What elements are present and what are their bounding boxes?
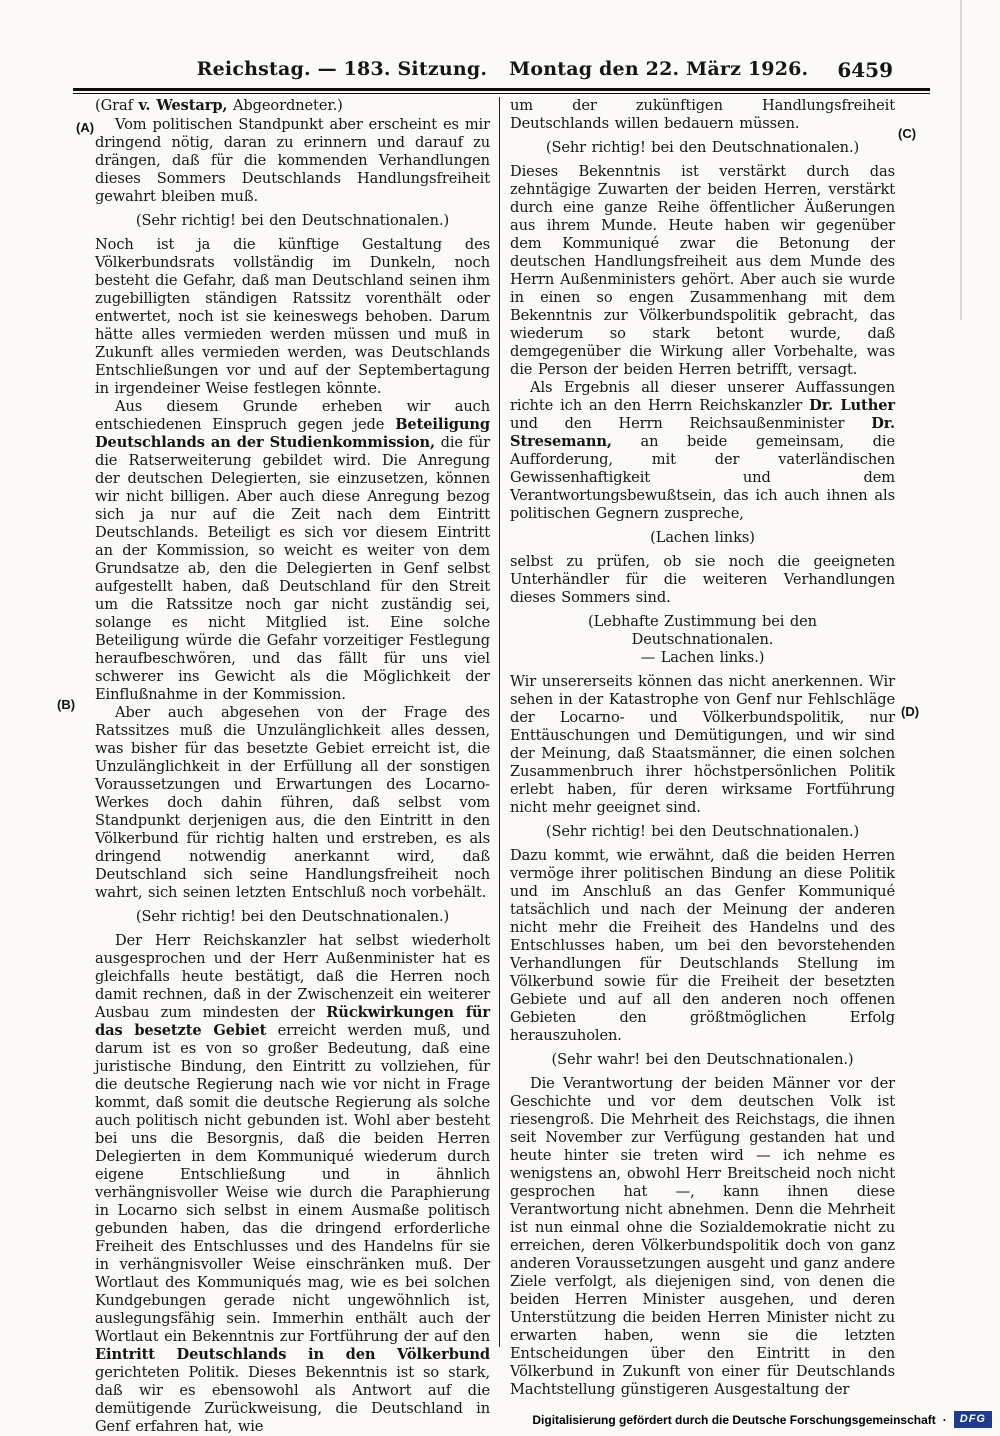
page-number: 6459 [837, 58, 893, 82]
paragraph [510, 1075, 895, 1399]
header-rule-thin [73, 93, 930, 94]
dfg-logo[interactable]: DFG [954, 1411, 992, 1428]
emphasized-text: Eintritt Deutschlands in den Völkerbund [95, 1346, 490, 1363]
margin-label-b: (B) [57, 697, 76, 712]
right-column [510, 97, 895, 1399]
body-text: Der Herr Reichskanzler hat selbst wiederholt ausgesprochen und der Herr Außenminister hat es gleichfalls heute bestätigt, daß die Herren noch damit rechnen, daß in der Zwischenzeit ein weiterer Ausbau zum mindesten der [95, 932, 490, 1021]
page-header [75, 58, 930, 80]
margin-label-c: (C) [898, 126, 917, 141]
header-rule-thick [73, 88, 930, 91]
body-text: Aus diesem Grunde erheben wir auch entschiedenen Einspruch gegen jede [95, 398, 490, 433]
paragraph [510, 847, 895, 1045]
body-text: die für die Ratserweiterung gebildet wird. Die Anregung der deutschen Delegierten, sie einzusetzen, können wir nicht billigen. Aber auch diese Anregung bezog sich ja nur auf die Zeit nach dem Eintritt Deutschlands. Beteiligt es sich vor diesem Eintritt an der Kommission, so weicht es weiter von dem Grundsatze ab, den die Delegierten in Genf selbst aufgestellt haben, daß Deutschland für den Streit um die Ratssitze noch gar nicht zuständig sei, solange es nicht Mitglied ist. Eine solche Beteiligung würde die Gefahr vorzeitiger Festlegung heraufbeschwören, und das fällt für uns viel schwerer ins Gewicht als die Möglichkeit der Einflußnahme in der Kommission. [95, 434, 490, 703]
body-text: Wir unsererseits können das nicht anerkennen. Wir sehen in der Katastrophe von Genf nur Fehlschläge der Locarno- und Völkerbundspolitik, nur Enttäuschungen und Demütigungen, und wir sind der Meinung, daß Staatsmänner, die einen solchen Zusammenbruch ihrer höchstpersönlichen Politik erlebt haben, für deren wirksame Fortführung nicht mehr geeignet sind. [510, 673, 895, 816]
paragraph [95, 116, 490, 206]
stage-direction: (Sehr richtig! bei den Deutschnationalen.) [135, 212, 450, 229]
body-text: Die Verantwortung der beiden Männer vor der Geschichte und vor dem deutschen Volk ist riesengroß. Die Mehrheit des Reichstags, die ihnen seit November zur Verfügung gestanden hat und heute hinter sie treten wird — ich nehme es wenigstens an, obwohl Herr Breitscheid noch nicht gesprochen hat —, kann ihnen diese Verantwortung nicht abnehmen. Denn die Mehrheit ist nun einmal ohne die Sozialdemokratie nicht zu erreichen, deren Völkerbundspolitik doch von ganz anderen Voraussetzungen ausgeht und ganz andere Ziele verfolgt, als diejenigen sind, von denen die beiden Herren Minister ausgehen, und deren Unterstützung die beiden Herren Minister nicht zu erwarten haben, wenn sie die letzten Entscheidungen über den Eintritt in den Völkerbund in Zukunft von einer für Deutschlands Machtstellung günstigeren Ausgestaltung der [510, 1075, 895, 1398]
paragraph [95, 704, 490, 902]
body-text: Dazu kommt, wie erwähnt, daß die beiden Herren vermöge ihrer politischen Bindung an diese Politik und im Anschluß an das Genfer Kommuniqué tatsächlich und nach der Meinung der anderen nicht mehr die Freiheit des Handelns und des Entschlusses haben, um bei den bevorstehenden Verhandlungen für Deutschlands Stellung im Völkerbund sowie für die Freiheit der besetzten Gebiete und auf all den anderen noch offenen Gebieten den größtmöglichen Erfolg herauszuholen. [510, 847, 895, 1044]
body-text: an beide gemeinsam, die Aufforderung, mit der vaterländischen Gewissenhaftigkeit und dem Verantwortungsbewußtsein, das ich auch ihnen als politischen Gegnern zuspreche, [510, 433, 895, 522]
emphasized-text: v. Westarp, [138, 97, 228, 114]
header-date: Montag den 22. März 1926. [509, 58, 809, 80]
body-text: und den Herrn Reichsaußenminister [510, 415, 872, 432]
stage-direction: (Sehr richtig! bei den Deutschnationalen.) [135, 908, 450, 925]
scan-edge-artifact [960, 0, 962, 320]
paragraph [510, 379, 895, 523]
stage-direction: (Lachen links) [650, 529, 755, 546]
paragraph [510, 553, 895, 607]
stage-direction: (Sehr richtig! bei den Deutschnationalen.) [545, 823, 860, 840]
digitization-footer [532, 1411, 992, 1428]
paragraph [95, 932, 490, 1436]
emphasized-text: Dr. Luther [809, 397, 895, 414]
body-text: Dieses Bekenntnis ist verstärkt durch das zehntägige Zuwarten der beiden Herren, verstärkt durch eine ganze Reihe öffentlicher Äußerungen aus ihrem Munde. Heute haben wir gegenüber dem Kommuniqué zwar die Betonung der deutschen Handlungsfreiheit aus dem Munde des Herrn Außenministers gehört. Aber auch sie wurde in einen so engen Zusammenhang mit dem Bekenntnis zur Völkerbundspolitik gebracht, das wiederum so stark betont wurde, daß demgegenüber die Wirkung aller Vorbehalte, was die Person der beiden Herren betrifft, versagt. [510, 163, 895, 378]
body-text: Aber auch abgesehen von der Frage des Ratssitzes muß die Unzulänglichkeit alles dessen, was bisher für das besetzte Gebiet erreicht ist, die Unzulänglichkeit in der Erfüllung all der sonstigen Voraussetzungen und Erwartungen des Locarno-Werkes doch dahin führen, daß selbst vom Standpunkt derjenigen aus, die den Eintritt in den Völkerbund für richtig halten und erstreben, es als dringend notwendig anerkannt wird, daß Deutschland sich seine Handlungsfreiheit noch wahrt, sich seinen letzten Entschluß noch vorbehält. [95, 704, 490, 901]
body-text: Vom politischen Standpunkt aber erscheint es mir dringend nötig, daran zu erinnern und darauf zu drängen, daß für die kommenden Verhandlungen dieses Sommers Deutschlands Handlungsfreiheit gewahrt bleiben muß. [95, 116, 490, 205]
emphasized-text: Rückwirkungen für das besetzte Gebiet [95, 1004, 490, 1039]
body-text: um der zukünftigen Handlungsfreiheit Deutschlands willen bedauern müssen. [510, 97, 895, 132]
footer-credit-text: Digitalisierung gefördert durch die Deutsche Forschungsgemeinschaft [532, 1412, 936, 1427]
body-text: Noch ist ja die künftige Gestaltung des Völkerbundsrats vollständig im Dunkeln, noch besteht die Gefahr, daß man Deutschland seinen ihm zugebilligten ständigen Ratssitz vorenthält oder entwertet, noch ist sie keineswegs behoben. Darum hätte alles vermieden werden müssen und muß in Zukunft alles vermieden werden, was Deutschlands Entschließungen vor und auf der Septembertagung in irgendeiner Weise festlegen könnte. [95, 236, 490, 397]
margin-label-d: (D) [901, 704, 920, 719]
body-text: (Graf [95, 97, 139, 114]
stage-direction: (Lebhafte Zustimmung bei den Deutschnationalen. — Lachen links.) [588, 613, 817, 666]
stage-direction: (Sehr wahr! bei den Deutschnationalen.) [551, 1051, 854, 1068]
body-text: selbst zu prüfen, ob sie noch die geeigneten Unterhändler für die weiteren Verhandlungen dieses Sommers sind. [510, 553, 895, 606]
body-text: erreicht werden muß, und darum ist es von so großer Bedeutung, daß eine juristische Bindung, den Eintritt zu vollziehen, für die deutsche Regierung nach wie vor nicht in Frage kommt, daß somit die deutsche Regierung als solche auch politisch nicht gebunden ist. Wohl aber besteht bei uns die Besorgnis, daß die beiden Herren Delegierten in dem Kommuniqué wiederum durch eigene Entschließung und in ähnlich verhängnisvoller Weise wie durch die Paraphierung in Locarno sich selbst in einem Ausmaße politisch gebunden haben, das die dringend erforderliche Freiheit des Entschlusses und des Handelns für sie in verhängnisvoller Weise einschränken muß. Der Wortlaut des Kommuniqués mag, wie es bei solchen Kundgebungen gerade nicht ungewöhnlich ist, auslegungsfähig sein. Immerhin enthält auch der Wortlaut ein Bekenntnis zur Fortführung der auf den [95, 1022, 490, 1345]
paragraph [510, 97, 895, 133]
body-text: gerichteten Politik. Dieses Bekenntnis ist so stark, daß wir es ebensowohl als Antwort auf die demütigende Zurückweisung, die Deutschland in Genf erfahren hat, wie [95, 1364, 490, 1435]
speaker-note [95, 97, 490, 115]
paragraph [95, 398, 490, 704]
paragraph [95, 236, 490, 398]
column-divider [499, 97, 500, 1347]
paragraph [510, 163, 895, 379]
body-text: Als Ergebnis all dieser unserer Auffassungen richte ich an den Herrn Reichskanzler [510, 379, 895, 414]
stage-direction: (Sehr richtig! bei den Deutschnationalen.) [545, 139, 860, 156]
footer-separator: · [942, 1412, 947, 1427]
emphasized-text: Beteiligung Deutschlands an der Studienkommission, [95, 416, 490, 451]
header-session-title: Reichstag. — 183. Sitzung. [196, 58, 488, 80]
margin-label-a: (A) [76, 120, 95, 135]
body-text: Abgeordneter.) [227, 97, 343, 114]
paragraph [510, 673, 895, 817]
left-column [95, 97, 490, 1436]
emphasized-text: Dr. Stresemann, [510, 415, 895, 450]
